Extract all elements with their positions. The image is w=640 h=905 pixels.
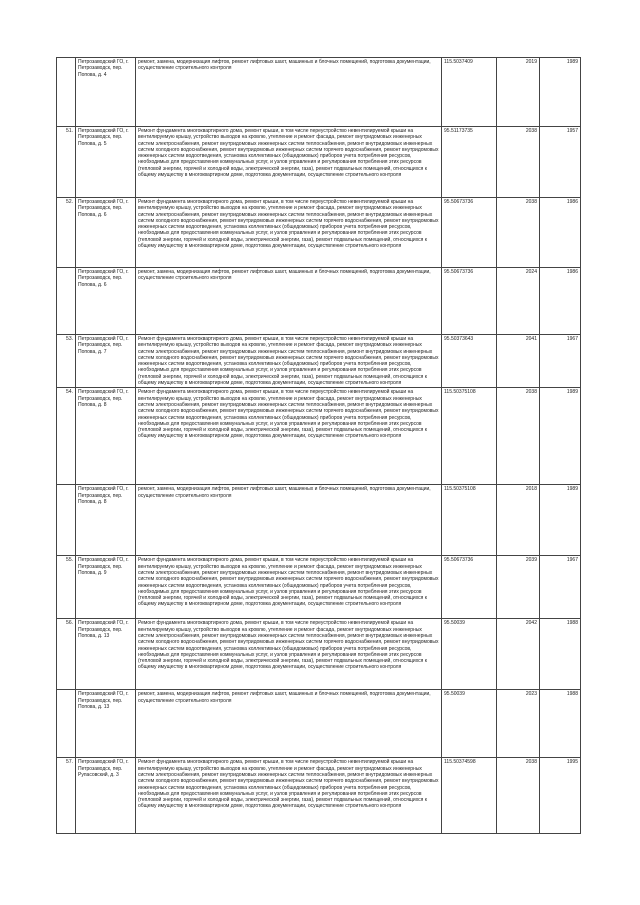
work-description-cell: Ремонт фундамента многоквартирного дома, ремонт крыши, в том числе переустройство невентилируемой крыши на вентилируемую крышу, устройство выходов на кровлю, утепление и ремонт фасада, ремонт внутридомовых инженерных систем электроснабжения, ремонт внутридомовых инженерных систем теплоснабжения, ремонт внутридомовых инженерных систем холодного водоснабжения, ремонт внутридомовых инженерных систем горячего водоснабжения, ремонт внутридомовых инженерных систем водоотведения, установка коллективных (общедомовых) приборов учета потребления ресурсов, необходимых для предоставления коммунальных услуг, и узлов управления и регулирования потребления этих ресурсов (тепловой энергии, горячей и холодной воды, электрической энергии, газа), ремонт подвальных помещений, относящихся к общему имуществу в многоквартирном доме, подготовка документации, осуществление строительного контроля: [136, 198, 442, 268]
work-description-cell: Ремонт фундамента многоквартирного дома, ремонт крыши, в том числе переустройство невентилируемой крыши на вентилируемую крышу, устройство выходов на кровлю, утепление и ремонт фасада, ремонт внутридомовых инженерных систем электроснабжения, ремонт внутридомовых инженерных систем теплоснабжения, ремонт внутридомовых инженерных систем холодного водоснабжения, ремонт внутридомовых инженерных систем горячего водоснабжения, ремонт внутридомовых инженерных систем водоотведения, установка коллективных (общедомовых) приборов учета потребления ресурсов, необходимых для предоставления коммунальных услуг, и узлов управления и регулирования потребления этих ресурсов (тепловой энергии, горячей и холодной воды, электрической энергии, газа), ремонт подвальных помещений, относящихся к общему имуществу в многоквартирном доме, подготовка документации, осуществление строительного контроля: [136, 556, 442, 619]
repair-schedule-table: [56, 57, 581, 834]
cost-cell: 95.50673736: [442, 556, 497, 619]
address-cell: Петрозаводский ГО, г. Петрозаводск, пер. Попова, д. 8: [76, 388, 136, 485]
planned-year-cell: 2038: [497, 388, 540, 485]
planned-year-cell: 2038: [497, 758, 540, 834]
planned-year-cell: 2018: [497, 485, 540, 556]
year-built-cell: 1995: [540, 758, 581, 834]
year-built-cell: 1989: [540, 388, 581, 485]
row-number: 53.: [57, 335, 76, 388]
planned-year-cell: 2041: [497, 335, 540, 388]
table-row: [57, 268, 581, 335]
table-row: [57, 758, 581, 834]
cost-cell: 95.50673736: [442, 198, 497, 268]
cost-cell: 95.50373643: [442, 335, 497, 388]
address-cell: Петрозаводский ГО, г. Петрозаводск, пер. Попова, д. 8: [76, 485, 136, 556]
table-row: [57, 127, 581, 198]
year-built-cell: 1967: [540, 556, 581, 619]
table-row: [57, 690, 581, 758]
cost-cell: 115.50374598: [442, 758, 497, 834]
address-cell: Петрозаводский ГО, г. Петрозаводск, пер. Попова, д. 5: [76, 127, 136, 198]
table-row: [57, 388, 581, 485]
year-built-cell: 1988: [540, 619, 581, 690]
year-built-cell: 1986: [540, 268, 581, 335]
table-body: [57, 58, 581, 834]
row-number: 56.: [57, 619, 76, 690]
year-built-cell: 1986: [540, 198, 581, 268]
row-number: 54.: [57, 388, 76, 485]
cost-cell: 95.51173735: [442, 127, 497, 198]
address-cell: Петрозаводский ГО, г. Петрозаводск, пер. Попова, д. 4: [76, 58, 136, 127]
row-number: 52.: [57, 198, 76, 268]
table-row: [57, 198, 581, 268]
work-description-cell: ремонт, замена, модернизация лифтов, ремонт лифтовых шахт, машинных и блочных помещений, подготовка документации, осуществление строительного контроля: [136, 485, 442, 556]
cost-cell: 115.5037409: [442, 58, 497, 127]
planned-year-cell: 2042: [497, 619, 540, 690]
table-row: [57, 556, 581, 619]
work-description-cell: Ремонт фундамента многоквартирного дома, ремонт крыши, в том числе переустройство невентилируемой крыши на вентилируемую крышу, устройство выходов на кровлю, утепление и ремонт фасада, ремонт внутридомовых инженерных систем электроснабжения, ремонт внутридомовых инженерных систем теплоснабжения, ремонт внутридомовых инженерных систем холодного водоснабжения, ремонт внутридомовых инженерных систем горячего водоснабжения, ремонт внутридомовых инженерных систем водоотведения, установка коллективных (общедомовых) приборов учета потребления ресурсов, необходимых для предоставления коммунальных услуг, и узлов управления и регулирования потребления этих ресурсов (тепловой энергии, горячей и холодной воды, электрической энергии, газа), ремонт подвальных помещений, относящихся к общему имуществу в многоквартирном доме, подготовка документации, осуществление строительного контроля: [136, 388, 442, 485]
address-cell: Петрозаводский ГО, г. Петрозаводск, пер. Попова, д. 13: [76, 690, 136, 758]
table-row: [57, 335, 581, 388]
planned-year-cell: 2038: [497, 127, 540, 198]
address-cell: Петрозаводский ГО, г. Петрозаводск, пер. Попова, д. 9: [76, 556, 136, 619]
work-description-cell: Ремонт фундамента многоквартирного дома, ремонт крыши, в том числе переустройство невентилируемой крыши на вентилируемую крышу, устройство выходов на кровлю, утепление и ремонт фасада, ремонт внутридомовых инженерных систем электроснабжения, ремонт внутридомовых инженерных систем теплоснабжения, ремонт внутридомовых инженерных систем холодного водоснабжения, ремонт внутридомовых инженерных систем горячего водоснабжения, ремонт внутридомовых инженерных систем водоотведения, установка коллективных (общедомовых) приборов учета потребления ресурсов, необходимых для предоставления коммунальных услуг, и узлов управления и регулирования потребления этих ресурсов (тепловой энергии, горячей и холодной воды, электрической энергии, газа), ремонт подвальных помещений, относящихся к общему имуществу в многоквартирном доме, подготовка документации, осуществление строительного контроля: [136, 758, 442, 834]
year-built-cell: 1988: [540, 690, 581, 758]
work-description-cell: Ремонт фундамента многоквартирного дома, ремонт крыши, в том числе переустройство невентилируемой крыши на вентилируемую крышу, устройство выходов на кровлю, утепление и ремонт фасада, ремонт внутридомовых инженерных систем электроснабжения, ремонт внутридомовых инженерных систем теплоснабжения, ремонт внутридомовых инженерных систем холодного водоснабжения, ремонт внутридомовых инженерных систем горячего водоснабжения, ремонт внутридомовых инженерных систем водоотведения, установка коллективных (общедомовых) приборов учета потребления ресурсов, необходимых для предоставления коммунальных услуг, и узлов управления и регулирования потребления этих ресурсов (тепловой энергии, горячей и холодной воды, электрической энергии, газа), ремонт подвальных помещений, относящихся к общему имуществу в многоквартирном доме, подготовка документации, осуществление строительного контроля: [136, 619, 442, 690]
row-number: 57.: [57, 758, 76, 834]
address-cell: Петрозаводский ГО, г. Петрозаводск, пер. Попова, д. 13: [76, 619, 136, 690]
row-number: [57, 690, 76, 758]
work-description-cell: ремонт, замена, модернизация лифтов, ремонт лифтовых шахт, машинных и блочных помещений, подготовка документации, осуществление строительного контроля: [136, 58, 442, 127]
table-row: [57, 485, 581, 556]
cost-cell: 115.50375108: [442, 388, 497, 485]
work-description-cell: ремонт, замена, модернизация лифтов, ремонт лифтовых шахт, машинных и блочных помещений, подготовка документации, осуществление строительного контроля: [136, 268, 442, 335]
address-cell: Петрозаводский ГО, г. Петрозаводск, пер. Попова, д. 6: [76, 268, 136, 335]
year-built-cell: 1989: [540, 485, 581, 556]
row-number: [57, 485, 76, 556]
work-description-cell: ремонт, замена, модернизация лифтов, ремонт лифтовых шахт, машинных и блочных помещений, подготовка документации, осуществление строительного контроля: [136, 690, 442, 758]
planned-year-cell: 2039: [497, 556, 540, 619]
table-row: [57, 58, 581, 127]
year-built-cell: 1967: [540, 335, 581, 388]
row-number: 55.: [57, 556, 76, 619]
address-cell: Петрозаводский ГО, г. Петрозаводск, пер. Попова, д. 7: [76, 335, 136, 388]
cost-cell: 95.50039: [442, 619, 497, 690]
cost-cell: 95.50039: [442, 690, 497, 758]
planned-year-cell: 2024: [497, 268, 540, 335]
row-number: [57, 268, 76, 335]
planned-year-cell: 2019: [497, 58, 540, 127]
cost-cell: 95.50673736: [442, 268, 497, 335]
address-cell: Петрозаводский ГО, г. Петрозаводск, пер. Попова, д. 6: [76, 198, 136, 268]
work-description-cell: Ремонт фундамента многоквартирного дома, ремонт крыши, в том числе переустройство невентилируемой крыши на вентилируемую крышу, устройство выходов на кровлю, утепление и ремонт фасада, ремонт внутридомовых инженерных систем электроснабжения, ремонт внутридомовых инженерных систем теплоснабжения, ремонт внутридомовых инженерных систем холодного водоснабжения, ремонт внутридомовых инженерных систем горячего водоснабжения, ремонт внутридомовых инженерных систем водоотведения, установка коллективных (общедомовых) приборов учета потребления ресурсов, необходимых для предоставления коммунальных услуг, и узлов управления и регулирования потребления этих ресурсов (тепловой энергии, горячей и холодной воды, электрической энергии, газа), ремонт подвальных помещений, относящихся к общему имуществу в многоквартирном доме, подготовка документации, осуществление строительного контроля: [136, 127, 442, 198]
row-number: [57, 58, 76, 127]
year-built-cell: 1957: [540, 127, 581, 198]
work-description-cell: Ремонт фундамента многоквартирного дома, ремонт крыши, в том числе переустройство невентилируемой крыши на вентилируемую крышу, устройство выходов на кровлю, утепление и ремонт фасада, ремонт внутридомовых инженерных систем электроснабжения, ремонт внутридомовых инженерных систем теплоснабжения, ремонт внутридомовых инженерных систем холодного водоснабжения, ремонт внутридомовых инженерных систем горячего водоснабжения, ремонт внутридомовых инженерных систем водоотведения, установка коллективных (общедомовых) приборов учета потребления ресурсов, необходимых для предоставления коммунальных услуг, и узлов управления и регулирования потребления этих ресурсов (тепловой энергии, горячей и холодной воды, электрической энергии, газа), ремонт подвальных помещений, относящихся к общему имуществу в многоквартирном доме, подготовка документации, осуществление строительного контроля: [136, 335, 442, 388]
table-row: [57, 619, 581, 690]
planned-year-cell: 2038: [497, 198, 540, 268]
year-built-cell: 1989: [540, 58, 581, 127]
row-number: 51.: [57, 127, 76, 198]
address-cell: Петрозаводский ГО, г. Петрозаводск, пер. Рупасовский, д. 3: [76, 758, 136, 834]
planned-year-cell: 2023: [497, 690, 540, 758]
cost-cell: 115.50375108: [442, 485, 497, 556]
